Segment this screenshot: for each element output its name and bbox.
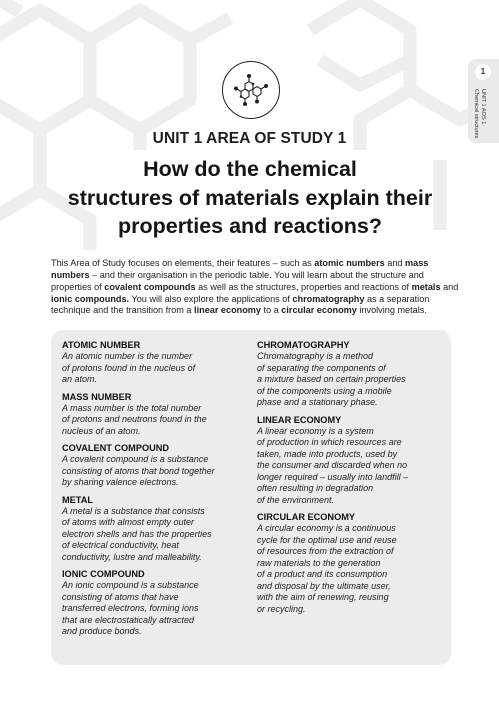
title-line: How do the chemical — [143, 157, 357, 181]
keyword-linear-economy: linear economy — [194, 305, 261, 316]
unit-number-badge: 1 — [475, 64, 491, 80]
keyword-chromatography: chromatography — [292, 293, 365, 304]
glossary-term: MASS NUMBER — [62, 391, 132, 402]
intro-paragraph: This Area of Study focuses on elements, their features – such as atomic numbers and mass numbers – and their organisation in the periodic table. You will learn about the structure and properties of covalent compounds as well as the structures, properties and reactions of metals and ionic compounds. You will also explore the applications of chromatography as a separation technique and the transition from a linear economy to a circular economy involving metals. — [51, 258, 459, 316]
keyword-circular-economy: circular economy — [281, 305, 357, 316]
molecule-structure-icon — [223, 62, 279, 118]
side-tab-line-2: Chemical structures — [473, 89, 480, 139]
molecule-emblem — [222, 61, 280, 119]
unit-label: UNIT 1 AREA OF STUDY 1 — [152, 130, 347, 147]
glossary-definition: An atomic number is the number of protons found in the nucleus of an atom. — [62, 351, 196, 384]
keyword-metals: metals — [411, 281, 441, 292]
glossary-term: CHROMATOGRAPHY — [257, 340, 350, 350]
glossary-column-left — [62, 340, 254, 644]
keyword-ionic-compounds: ionic compounds. — [51, 293, 130, 304]
glossary-term: LINEAR ECONOMY — [257, 414, 342, 425]
glossary-term: ATOMIC NUMBER — [62, 340, 141, 350]
glossary-definition: A circular economy is a continuous cycle for the optimal use and reuse of resources from the extraction of raw materials to the generation of a product and its consumption and disposal by the ultimate user, with the aim of renewing, reusing or recycling. — [257, 523, 397, 614]
title-line: properties and reactions? — [117, 214, 383, 238]
keyword-atomic-numbers: atomic numbers — [314, 258, 385, 269]
glossary-term: METAL — [62, 494, 93, 505]
keyword-mass-numbers: mass numbers — [51, 258, 429, 280]
glossary-term: IONIC COMPOUND — [62, 569, 145, 579]
glossary-definition: A metal is a substance that consists of atoms with almost empty outer electron shells and has the properties of electrical conductivity, heat conductivity, lustre and malleability. — [62, 505, 212, 562]
glossary-term: CIRCULAR ECONOMY — [257, 512, 355, 522]
glossary-column-right — [257, 340, 449, 621]
glossary-term: COVALENT COMPOUND — [62, 443, 170, 453]
glossary-definition: An ionic compound is a substance consisting of atoms that have transferred electrons, forming ions that are electrostatically attracted and produce bonds. — [62, 580, 199, 636]
title-line: structures of materials explain their — [67, 185, 433, 210]
keyword-covalent-compounds: covalent compounds — [104, 281, 196, 292]
side-tab-line-1: UNIT 1 AOS 1 — [480, 89, 486, 125]
page-title — [40, 155, 460, 241]
glossary-definition: A linear economy is a system of production in which resources are taken, made into products, used by the consumer and discarded when no longer required – usually into landfill – often resulting in degradation of the environment. — [257, 425, 409, 505]
glossary-definition: A mass number is the total number of protons and neutrons found in the nucleus of an atom. — [62, 402, 207, 436]
glossary-definition: A covalent compound is a substance consisting of atoms that bond together by sharing valence electrons. — [62, 454, 215, 487]
glossary-definition: Chromatography is a method of separating the components of a mixture based on certain properties of the components using a mobile phase and a stationary phase. — [257, 351, 406, 407]
